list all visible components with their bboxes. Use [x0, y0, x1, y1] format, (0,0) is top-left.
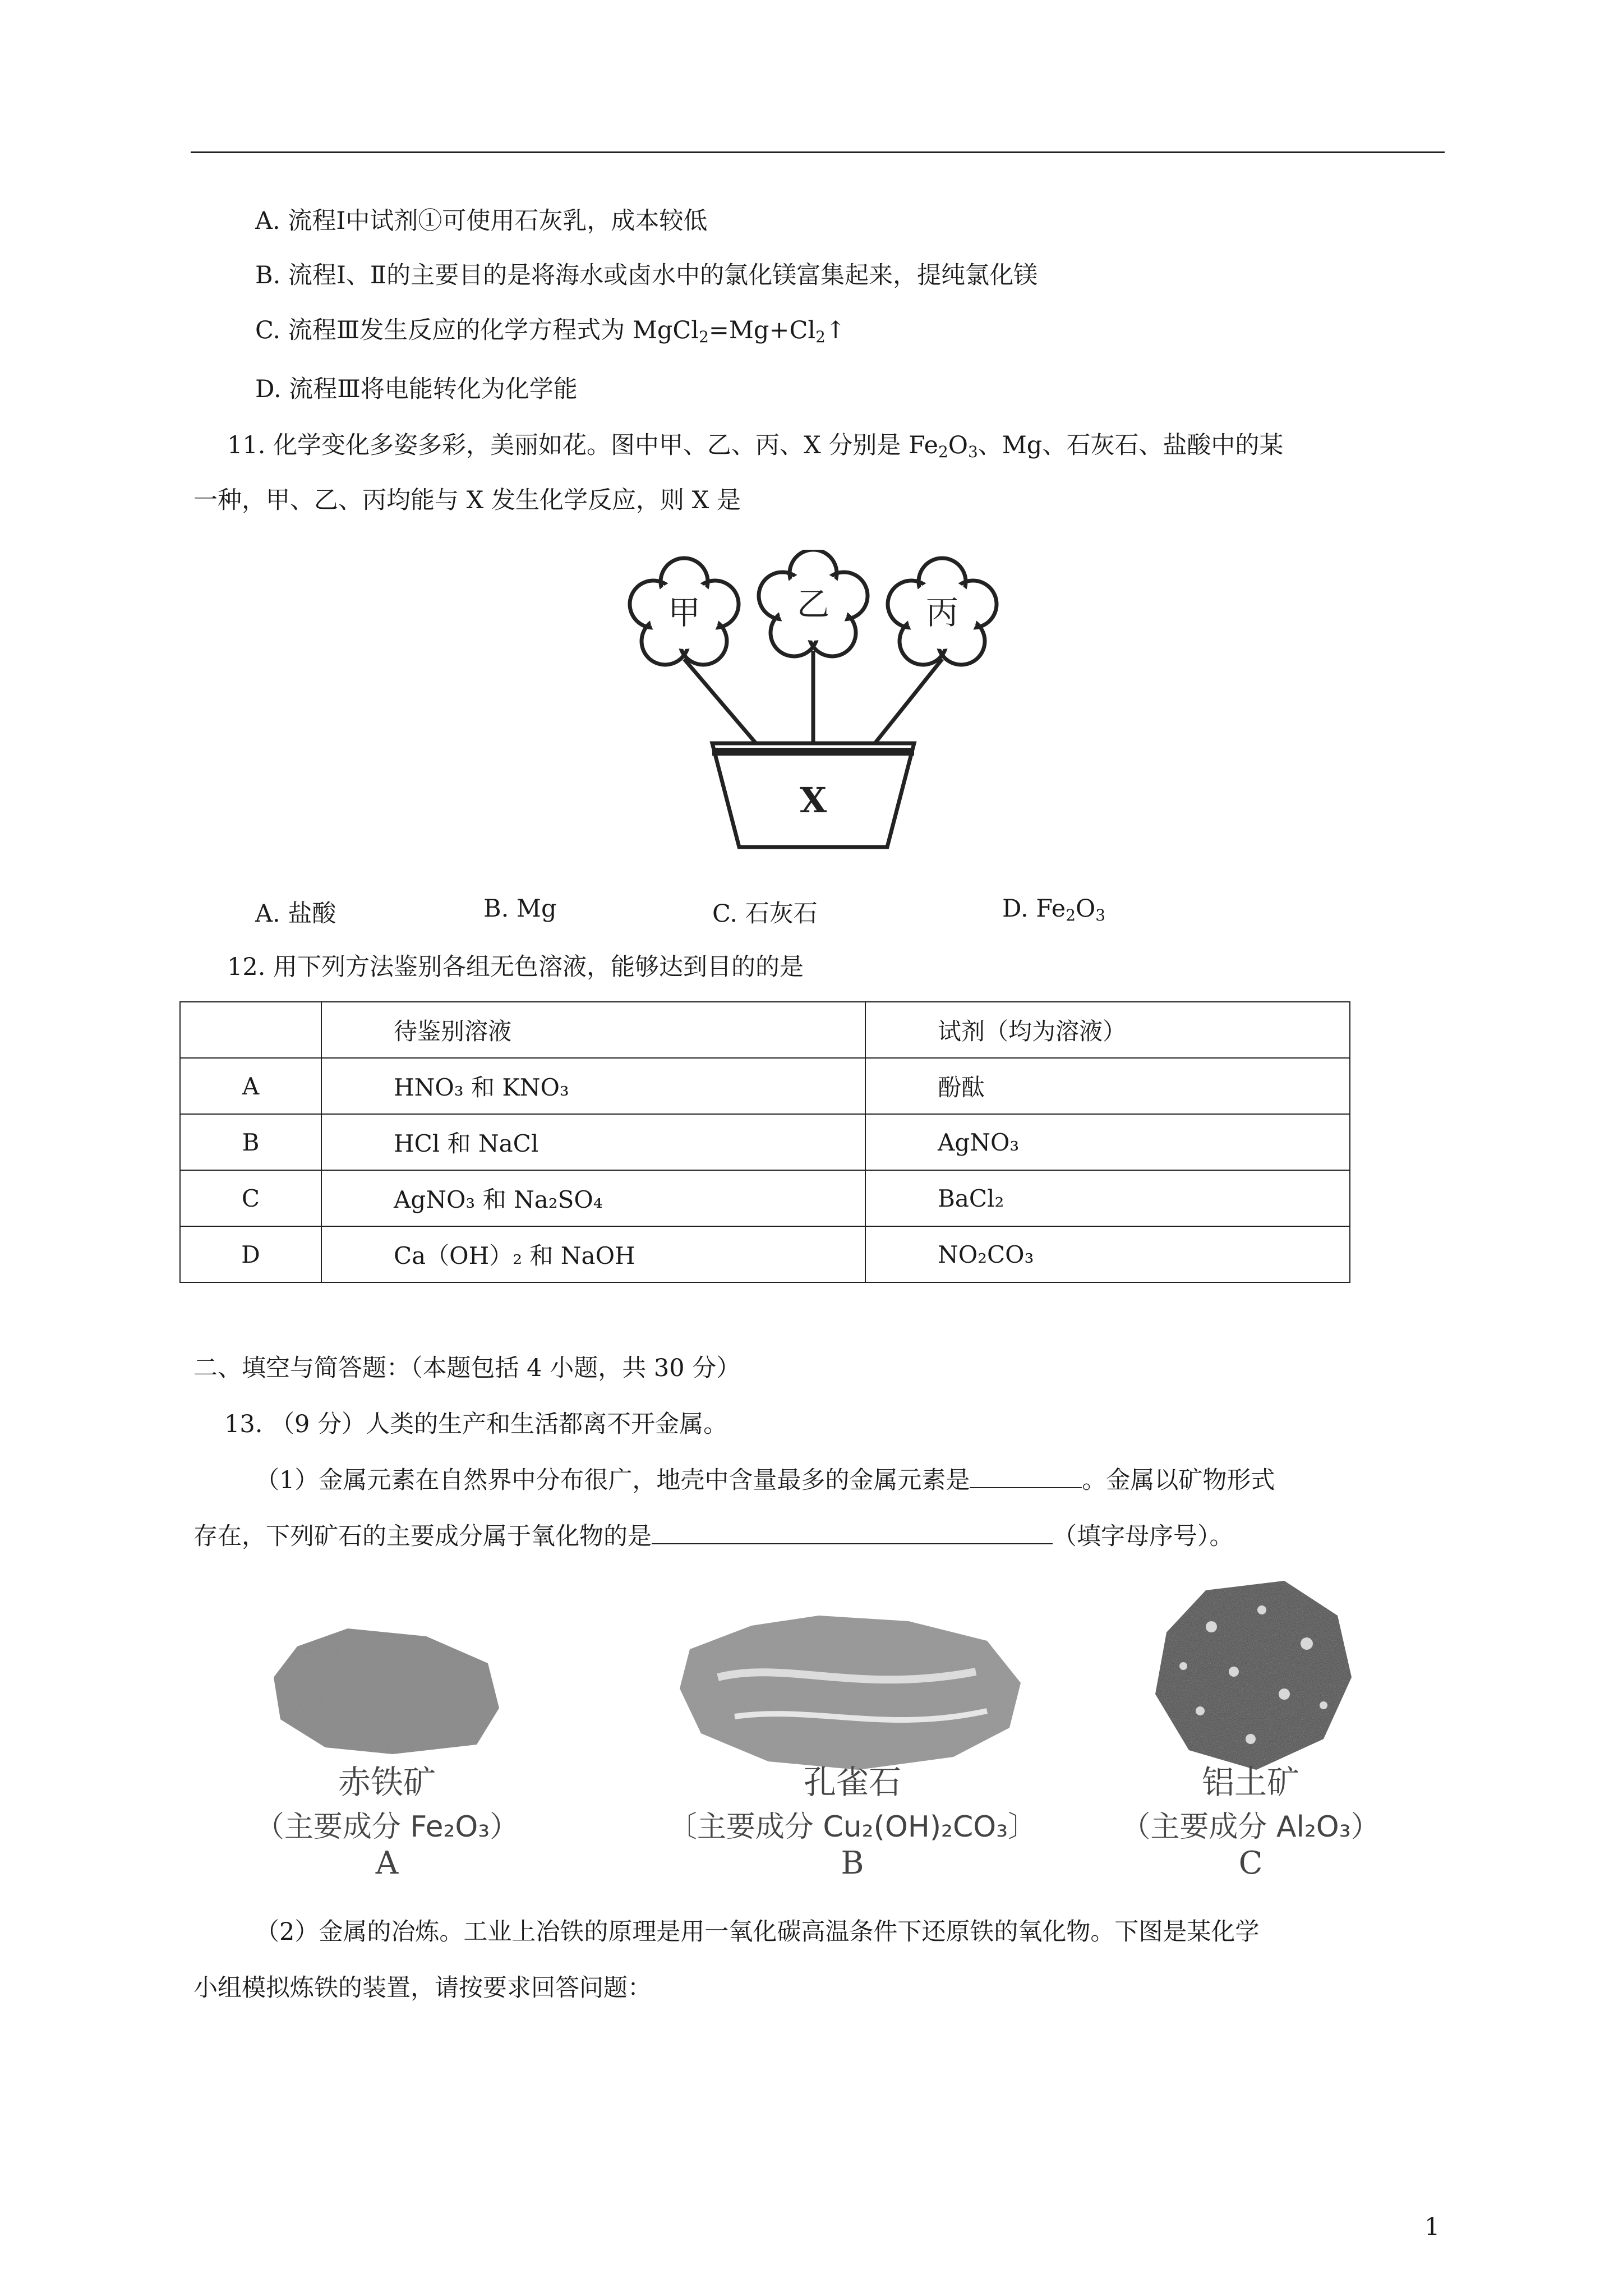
q11-option-a: A. 盐酸 [255, 900, 336, 928]
table-cell: NO₂CO₃ [865, 1226, 1350, 1282]
mineral-letter: C [1238, 1845, 1263, 1881]
q13-part2-line2: 小组模拟炼铁的装置，请按要求回答问题： [193, 1974, 652, 2002]
flower-label-yi: 乙 [796, 585, 830, 623]
mineral-composition: 〔主要成分 Cu₂(OH)₂CO₃〕 [667, 1810, 1038, 1844]
table-row [180, 1058, 1350, 1114]
mineral-composition: （主要成分 Fe₂O₃） [255, 1810, 519, 1844]
answer-blank [652, 1543, 1053, 1544]
flower-label-jia: 甲 [667, 593, 701, 632]
mineral-name: 孔雀石 [803, 1763, 901, 1801]
q11-stem-line1: 11. 化学变化多姿多彩，美丽如花。图中甲、乙、丙、X 分别是 $Fe_2O_3$、Mg、石灰石、盐酸中的某 [227, 431, 1284, 461]
q10-option-a: A. 流程Ⅰ中试剂①可使用石灰乳，成本较低 [255, 207, 708, 235]
q13-part1-line2: 存在，下列矿石的主要成分属于氧化物的是 （填字母序号）。 [193, 1522, 1234, 1550]
q12-stem: 12. 用下列方法鉴别各组无色溶液，能够达到目的的是 [227, 953, 804, 981]
mineral-caption-b [634, 1756, 1071, 1881]
mineral-caption-c [1094, 1756, 1408, 1881]
table-cell: AgNO₃ [865, 1114, 1350, 1170]
header-rule [191, 151, 1445, 153]
answer-blank [970, 1487, 1082, 1488]
section-title: 二、填空与简答题：（本题包括 4 小题，共 30 分） [193, 1354, 741, 1382]
flower-pot-diagram [617, 550, 1032, 858]
q10-option-d: D. 流程Ⅲ将电能转化为化学能 [255, 375, 578, 403]
table-header-row [180, 1002, 1350, 1058]
page-number: 1 [1424, 2213, 1440, 2241]
mineral-caption-a [247, 1756, 527, 1881]
table-cell: HNO₃ 和 KNO₃ [321, 1058, 865, 1114]
table-cell: 酚酞 [865, 1058, 1350, 1114]
table-row [180, 1170, 1350, 1226]
table-cell: HCl 和 NaCl [321, 1114, 865, 1170]
mineral-composition: （主要成分 Al₂O₃） [1121, 1810, 1380, 1844]
table-cell: AgNO₃ 和 Na₂SO₄ [321, 1170, 865, 1226]
mineral-letter: A [375, 1845, 399, 1881]
table-cell: BaCl₂ [865, 1170, 1350, 1226]
table-row [180, 1114, 1350, 1170]
q13-stem: 13. （9 分）人类的生产和生活都离不开金属。 [224, 1410, 728, 1438]
table-header-cell: 待鉴别溶液 [321, 1002, 865, 1058]
table-cell: C [180, 1170, 321, 1226]
q13-part2-line1: （2）金属的冶炼。工业上冶铁的原理是用一氧化碳高温条件下还原铁的氧化物。下图是某化学 [255, 1918, 1260, 1946]
table-header-cell: 试剂（均为溶液） [865, 1002, 1350, 1058]
q11-stem-line2: 一种，甲、乙、丙均能与 X 发生化学反应，则 X 是 [193, 486, 741, 514]
q10-option-c: C. 流程Ⅲ发生反应的化学方程式为 $MgCl_2=Mg+Cl_2↑$ [255, 316, 846, 346]
table-row [180, 1226, 1350, 1282]
mineral-name: 铝土矿 [1201, 1763, 1299, 1801]
mineral-name: 赤铁矿 [338, 1763, 436, 1801]
pot-label-x: X [799, 780, 827, 821]
q11-option-c: C. 石灰石 [712, 900, 818, 928]
table-cell: Ca（OH）₂ 和 NaOH [321, 1226, 865, 1282]
table-cell: B [180, 1114, 321, 1170]
mineral-letter: B [841, 1845, 864, 1881]
q11-option-d: D. $Fe_2O_3$ [1002, 895, 1106, 924]
table-cell: D [180, 1226, 321, 1282]
q10-option-b: B. 流程Ⅰ、Ⅱ的主要目的是将海水或卤水中的氯化镁富集起来，提纯氯化镁 [255, 261, 1038, 289]
q11-option-b: B. Mg [483, 895, 557, 923]
malachite-image [673, 1610, 1032, 1778]
q12-table [179, 1001, 1350, 1283]
q13-part1-line1: （1）金属元素在自然界中分布很广，地壳中含量最多的金属元素是 。金属以矿物形式 [255, 1466, 1275, 1494]
hematite-image [264, 1624, 510, 1759]
flower-label-bing: 丙 [925, 593, 959, 632]
table-header-cell [180, 1002, 321, 1058]
bauxite-image [1144, 1576, 1357, 1778]
table-cell: A [180, 1058, 321, 1114]
